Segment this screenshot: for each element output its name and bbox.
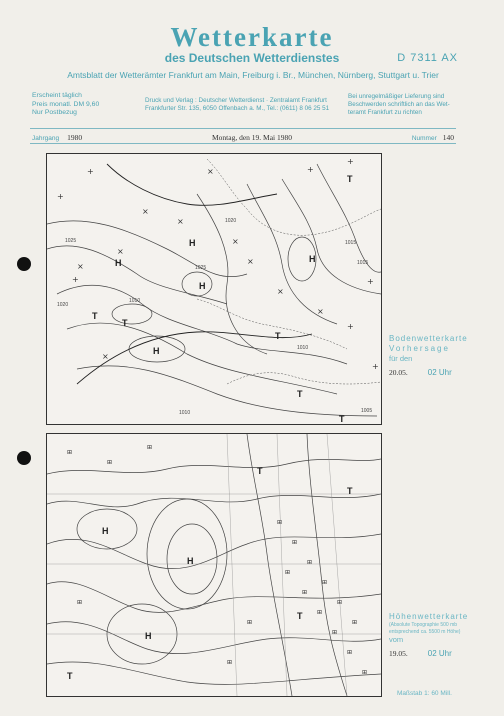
pressure-high-symbol: H (187, 556, 194, 566)
isobar-label: 1010 (129, 298, 141, 304)
svg-text:×: × (77, 262, 84, 271)
svg-text:⊞: ⊞ (302, 589, 308, 596)
pressure-low-symbol: T (347, 174, 353, 184)
caption-title: Höhenwetterkarte (389, 612, 469, 621)
svg-text:⊞: ⊞ (352, 619, 358, 626)
pressure-low-symbol: T (347, 486, 353, 496)
isobar-label: 1020 (225, 218, 237, 224)
svg-text:×: × (117, 247, 124, 256)
pressure-low-symbol: T (297, 389, 303, 399)
svg-text:+: + (57, 192, 64, 201)
pressure-high-symbol: H (199, 281, 206, 291)
isobar-label: 1005 (361, 408, 373, 414)
document-code: D 7311 AX (397, 52, 458, 64)
pressure-high-symbol: H (145, 631, 152, 641)
pressure-high-symbol: H (189, 238, 196, 248)
isobar-label: 1025 (65, 238, 77, 244)
pressure-low-symbol: T (339, 414, 345, 424)
pressure-high-symbol: H (153, 346, 160, 356)
caption-text: vom (389, 635, 404, 644)
info-text: Nur Postbezug (32, 109, 77, 116)
svg-text:+: + (72, 275, 79, 284)
publisher-info (145, 97, 329, 113)
complaint-info (348, 93, 450, 117)
page-subtitle: des Deutschen Wetterdienstes (164, 51, 340, 65)
info-text: Erscheint täglich (32, 92, 82, 99)
info-text: Bei unregelmäßiger Lieferung sind (348, 93, 445, 100)
info-text: Preis monatl. DM 9,60 (32, 100, 100, 108)
amtsblatt-line: Amtsblatt der Wetterämter Frankfurt am Main, Freiburg i. Br., München, Nürnberg, Stuttgart u. Trier (67, 70, 439, 80)
svg-text:⊞: ⊞ (147, 444, 153, 451)
svg-text:×: × (277, 287, 284, 296)
isobar-label: 1015 (357, 260, 369, 266)
svg-text:⊞: ⊞ (362, 669, 368, 676)
svg-text:×: × (232, 237, 239, 246)
jahrgang-label: Jahrgang (32, 135, 60, 142)
svg-text:⊞: ⊞ (285, 569, 291, 576)
upper-air-map-drawing (47, 434, 381, 696)
pressure-low-symbol: T (67, 671, 73, 681)
surface-map-drawing (47, 154, 381, 424)
svg-text:×: × (102, 352, 109, 361)
caption-date: 19.05. (389, 649, 408, 658)
isobar-label: 1015 (345, 240, 357, 246)
svg-text:⊞: ⊞ (227, 659, 233, 666)
svg-text:+: + (87, 167, 94, 176)
svg-text:×: × (142, 207, 149, 216)
pressure-low-symbol: T (275, 331, 281, 341)
svg-text:⊞: ⊞ (292, 539, 298, 546)
info-text: Druck und Verlag : Deutscher Wetterdienst · Zentralamt Frankfurt (145, 97, 327, 104)
pressure-low-symbol: T (122, 318, 128, 328)
svg-text:×: × (247, 257, 254, 266)
pressure-high-symbol: H (102, 526, 109, 536)
issue-date: Montag, den 19. Mai 1980 (212, 133, 292, 142)
nummer-field (412, 133, 454, 142)
svg-text:⊞: ⊞ (332, 629, 338, 636)
caption-time: 02 Uhr (427, 368, 452, 377)
surface-weather-map (46, 153, 382, 425)
map-scale: Maßstab 1: 60 Mill. (397, 690, 452, 697)
nummer-value: 140 (442, 133, 454, 142)
nummer-label: Nummer (411, 135, 437, 142)
svg-text:⊞: ⊞ (347, 649, 353, 656)
caption-subtitle: Vorhersage (389, 344, 450, 353)
caption-text: für den (389, 354, 413, 363)
divider (30, 143, 456, 144)
svg-text:+: + (347, 322, 354, 331)
punch-hole (17, 257, 31, 271)
isobar-label: 1010 (297, 345, 309, 351)
svg-text:⊞: ⊞ (337, 599, 343, 606)
svg-text:+: + (372, 362, 379, 371)
svg-text:⊞: ⊞ (307, 559, 313, 566)
upper-air-map (46, 433, 382, 697)
caption-time: 02 Uhr (427, 649, 452, 658)
punch-hole (17, 451, 31, 465)
svg-text:+: + (347, 157, 354, 166)
svg-text:⊞: ⊞ (247, 619, 253, 626)
pressure-low-symbol: T (257, 466, 263, 476)
svg-text:+: + (367, 277, 374, 286)
upper-air-map-caption (389, 612, 468, 659)
pressure-low-symbol: T (92, 311, 98, 321)
isobar-label: 1020 (57, 302, 69, 308)
info-text: teramt Frankfurt zu richten (348, 109, 422, 116)
svg-text:⊞: ⊞ (317, 609, 323, 616)
svg-text:×: × (207, 167, 214, 176)
page-title: Wetterkarte (170, 22, 334, 52)
pressure-low-symbol: T (297, 611, 303, 621)
svg-text:⊞: ⊞ (277, 519, 283, 526)
svg-text:⊞: ⊞ (107, 459, 113, 466)
info-text: Frankfurter Str. 135, 6050 Offenbach a. M., Tel.: (0611) 8 06 25 51 (145, 105, 330, 112)
subscription-info (32, 92, 99, 118)
caption-text: (Absolute Topographie 500 mb (389, 622, 458, 628)
caption-title: Bodenwetterkarte (389, 334, 468, 343)
divider (30, 128, 456, 129)
isobar-label: 1025 (195, 265, 207, 271)
svg-text:×: × (317, 307, 324, 316)
jahrgang-value: 1980 (67, 133, 83, 142)
caption-date: 20.05. (389, 368, 408, 377)
isobar-label: 1010 (179, 410, 191, 416)
caption-text: entsprechend ca. 5500 m Höhe) (389, 628, 461, 635)
svg-text:×: × (177, 217, 184, 226)
pressure-high-symbol: H (115, 258, 122, 268)
svg-text:⊞: ⊞ (322, 579, 328, 586)
svg-text:⊞: ⊞ (67, 449, 73, 456)
svg-text:⊞: ⊞ (77, 599, 83, 606)
pressure-high-symbol: H (309, 254, 316, 264)
svg-text:+: + (307, 165, 314, 174)
surface-map-caption (389, 334, 468, 378)
info-text: Beschwerden schriftlich an das Wet- (348, 101, 450, 108)
